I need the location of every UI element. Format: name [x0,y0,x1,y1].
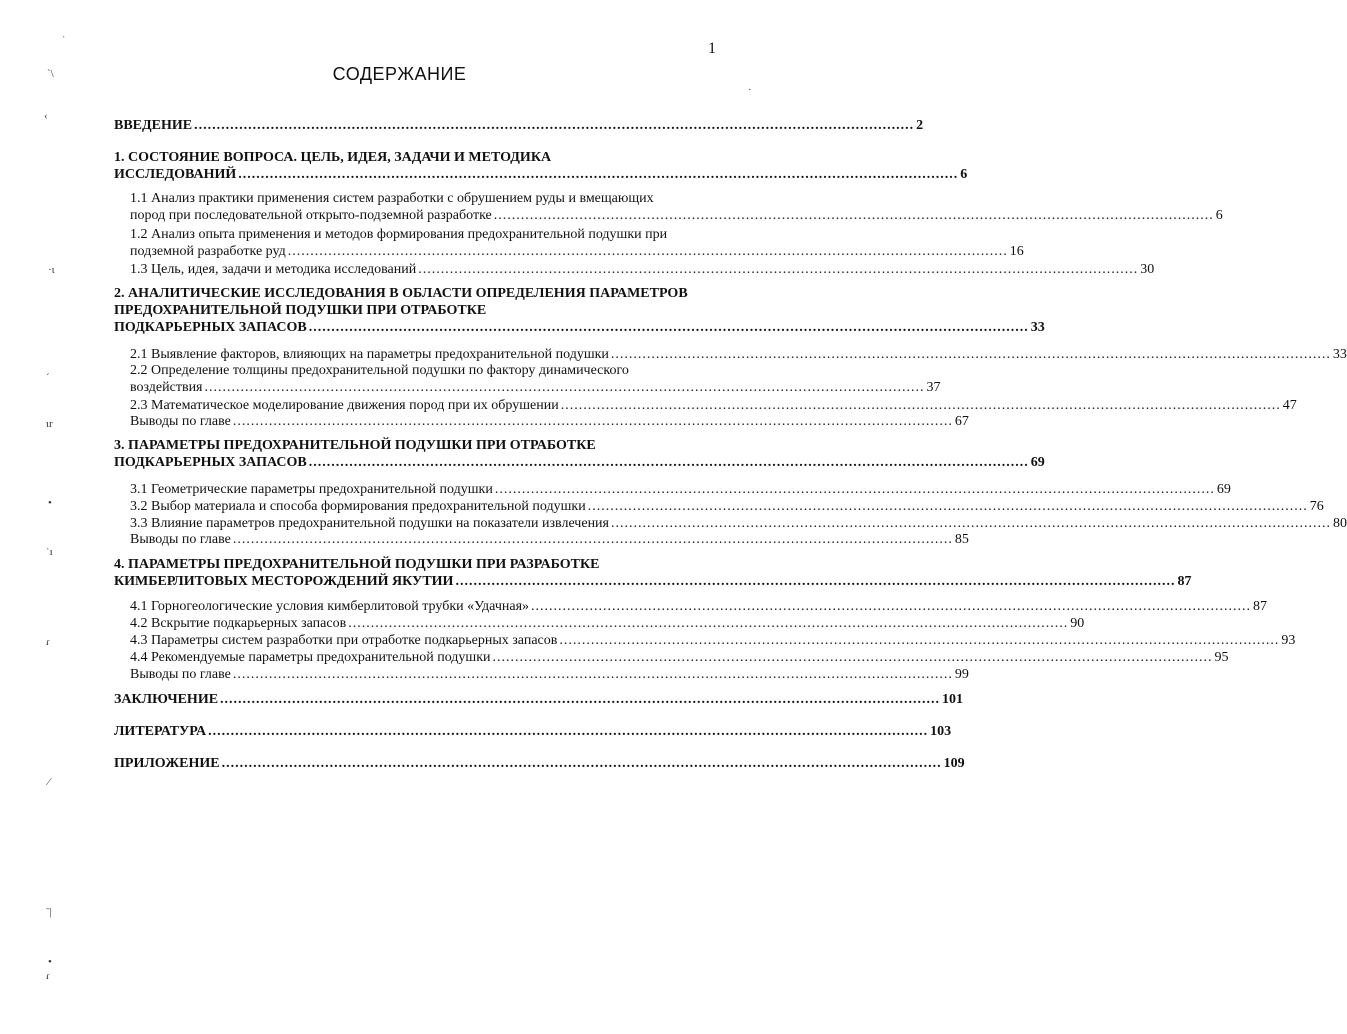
toc-entry-title: ЗАКЛЮЧЕНИЕ [114,692,219,707]
toc-entry-2-conclusions[interactable] [130,413,969,430]
toc-entry-4-2[interactable] [130,615,1085,632]
toc-entry-title: 3.1 Геометрические параметры предохранительной подушки [130,482,493,497]
toc-page-number: 95 [1214,650,1229,665]
dot-leader: ................................................................................................................................................................ [232,414,953,429]
page-title: СОДЕРЖАНИЕ [332,64,467,84]
toc-page-number: 85 [954,532,969,547]
scan-speck: ·ɩ [48,264,55,276]
toc-entry-chapter-4[interactable] [114,556,1192,590]
dot-leader: ................................................................................................................................................................ [308,320,1029,335]
scan-speck: • [48,497,52,509]
toc-entry-1-3[interactable] [130,261,1155,278]
toc-entry-title: 4. ПАРАМЕТРЫ ПРЕДОХРАНИТЕЛЬНОЙ ПОДУШКИ ПРИ РАЗРАБОТКЕ [114,557,600,572]
scan-speck: ɾ [46,970,50,982]
toc-page-number: 109 [943,756,965,771]
dot-leader: ................................................................................................................................................................ [492,650,1213,665]
toc-entry-title: 2. АНАЛИТИЧЕСКИЕ ИССЛЕДОВАНИЯ В ОБЛАСТИ ОПРЕДЕЛЕНИЯ ПАРАМЕТРОВ ПРЕДОХРАНИТЕЛЬНОЙ ПОДУШКИ ПРИ ОТРАБОТКЕ [114,286,688,318]
toc-entry-title: ЛИТЕРАТУРА [114,724,207,739]
toc-entry-title: Выводы по главе [130,414,231,429]
toc-entry-title: 1. СОСТОЯНИЕ ВОПРОСА. ЦЕЛЬ, ИДЕЯ, ЗАДАЧИ И МЕТОДИКА [114,150,552,165]
toc-entry-title: 4.4 Рекомендуемые параметры предохранительной подушки [130,650,491,665]
toc-page-number: 101 [942,692,964,707]
toc-page-number: 30 [1140,262,1155,277]
toc-entry-4-conclusions[interactable] [130,666,969,683]
toc-entry-title: ВВЕДЕНИЕ [114,118,193,133]
toc-page-number: 87 [1177,574,1192,589]
scan-speck: ⁄ [48,776,50,788]
scan-speck: ‹ [44,110,48,122]
dot-leader: ................................................................................................................................................................ [418,262,1139,277]
toc-page-number: 37 [926,380,941,395]
dot-leader: ................................................................................................................................................................ [493,208,1214,223]
dot-leader: ................................................................................................................................................................ [221,756,942,771]
toc-entry-title-cont: КИМБЕРЛИТОВЫХ МЕСТОРОЖДЕНИЙ ЯКУТИИ [114,574,454,589]
scan-speck: ɾ [46,636,50,648]
toc-page-number: 67 [954,414,969,429]
dot-leader: ................................................................................................................................................................ [204,380,925,395]
dot-leader: ................................................................................................................................................................ [611,516,1331,531]
toc-page-number: 87 [1253,599,1268,614]
scan-speck: ɩr [46,418,53,430]
scan-speck: `\ [47,68,54,80]
toc-page-number: 16 [1009,244,1024,259]
toc-entry-4-1[interactable] [130,598,1268,615]
toc-entry-chapter-1[interactable] [114,149,968,183]
toc-page-number: 90 [1070,616,1085,631]
scan-speck: ˈı [46,546,53,558]
toc-entry-1-1[interactable] [130,190,1223,224]
toc-entry-title-cont: ПОДКАРЬЕРНЫХ ЗАПАСОВ [114,455,307,470]
scan-speck: • [48,956,52,968]
dot-leader: ................................................................................................................................................................ [587,499,1308,514]
toc-entry-title: 4.2 Вскрытие подкарьерных запасов [130,616,347,631]
toc-entry-title: ПРИЛОЖЕНИЕ [114,756,220,771]
dot-leader: ................................................................................................................................................................ [610,347,1331,362]
toc-entry-3-2[interactable] [130,498,1324,515]
dot-leader: ................................................................................................................................................................ [238,167,959,182]
toc-entry-title: Выводы по главе [130,667,231,682]
scan-speck: ˊ [46,372,50,384]
dot-leader: ................................................................................................................................................................ [348,616,1069,631]
toc-entry-title-cont: ИССЛЕДОВАНИЙ [114,167,237,182]
toc-entry-title: 2.3 Математическое моделирование движения пород при их обрушении [130,398,559,413]
toc-entry-4-4[interactable] [130,649,1229,666]
toc-entry-title: 2.1 Выявление факторов, влияющих на параметры предохранительной подушки [130,347,609,362]
toc-entry-appendix[interactable] [114,755,965,772]
dot-leader: ................................................................................................................................................................ [194,118,915,133]
toc-page-number: 69 [1030,455,1045,470]
scan-speck: ˈ [62,34,66,46]
toc-entry-title-cont: пород при последовательной открыто-подземной разработке [130,208,492,223]
toc-entry-chapter-2[interactable] [114,285,1045,336]
toc-page-number: 103 [930,724,952,739]
dot-leader: ................................................................................................................................................................ [559,633,1280,648]
toc-entry-title: 1.1 Анализ практики применения систем разработки с обрушением руды и вмещающих [130,191,654,206]
scan-speck: · [748,84,752,96]
toc-entry-title: 2.2 Определение толщины предохранительной подушки по фактору динамического [130,363,629,378]
toc-entry-title-cont: подземной разработке руд [130,244,286,259]
toc-page-number: 6 [1215,208,1223,223]
toc-entry-conclusion[interactable] [114,691,964,708]
toc-entry-title-cont: воздействия [130,380,203,395]
toc-entry-title: 1.3 Цель, идея, задачи и методика исследований [130,262,417,277]
toc-entry-3-3[interactable] [130,515,1347,532]
toc-entry-chapter-3[interactable] [114,437,1045,471]
toc-entry-title: 4.3 Параметры систем разработки при отработке подкарьерных запасов [130,633,558,648]
toc-page-number: 93 [1281,633,1296,648]
toc-entry-2-3[interactable] [130,397,1297,414]
toc-page-number: 69 [1216,482,1231,497]
dot-leader: ................................................................................................................................................................ [208,724,929,739]
toc-page-number: 33 [1030,320,1045,335]
dot-leader: ................................................................................................................................................................ [531,599,1252,614]
toc-entry-literature[interactable] [114,723,952,740]
dot-leader: ................................................................................................................................................................ [455,574,1176,589]
toc-entry-3-1[interactable] [130,481,1231,498]
toc-page-number: 47 [1282,398,1297,413]
toc-entry-2-1[interactable] [130,346,1347,363]
toc-page-number: 33 [1332,347,1347,362]
dot-leader: ................................................................................................................................................................ [308,455,1029,470]
toc-entry-2-2[interactable] [130,362,941,396]
toc-page-number: 99 [954,667,969,682]
toc-page-number: 80 [1333,516,1347,531]
toc-entry-4-3[interactable] [130,632,1296,649]
page-number: 1 [708,40,716,57]
dot-leader: ................................................................................................................................................................ [287,244,1008,259]
toc-entry-title: 3.3 Влияние параметров предохранительной подушки на показатели извлечения [130,516,609,531]
dot-leader: ................................................................................................................................................................ [560,398,1281,413]
toc-entry-title: 3.2 Выбор материала и способа формирования предохранительной подушки [130,499,586,514]
toc-entry-introduction[interactable] [114,117,924,134]
toc-entry-1-2[interactable] [130,226,1024,260]
toc-entry-3-conclusions[interactable] [130,531,969,548]
toc-entry-title: 4.1 Горногеологические условия кимберлитовой трубки «Удачная» [130,599,530,614]
dot-leader: ................................................................................................................................................................ [232,667,953,682]
dot-leader: ................................................................................................................................................................ [494,482,1215,497]
toc-entry-title: 3. ПАРАМЕТРЫ ПРЕДОХРАНИТЕЛЬНОЙ ПОДУШКИ ПРИ ОТРАБОТКЕ [114,438,596,453]
dot-leader: ................................................................................................................................................................ [220,692,941,707]
scan-speck: ˉ| [46,906,52,918]
toc-entry-title-cont: ПОДКАРЬЕРНЫХ ЗАПАСОВ [114,320,307,335]
toc-page-number: 76 [1309,499,1324,514]
toc-entry-title: Выводы по главе [130,532,231,547]
toc-entry-title: 1.2 Анализ опыта применения и методов формирования предохранительной подушки при [130,227,668,242]
toc-page-number: 6 [960,167,968,182]
dot-leader: ................................................................................................................................................................ [232,532,953,547]
toc-page-number: 2 [916,118,924,133]
